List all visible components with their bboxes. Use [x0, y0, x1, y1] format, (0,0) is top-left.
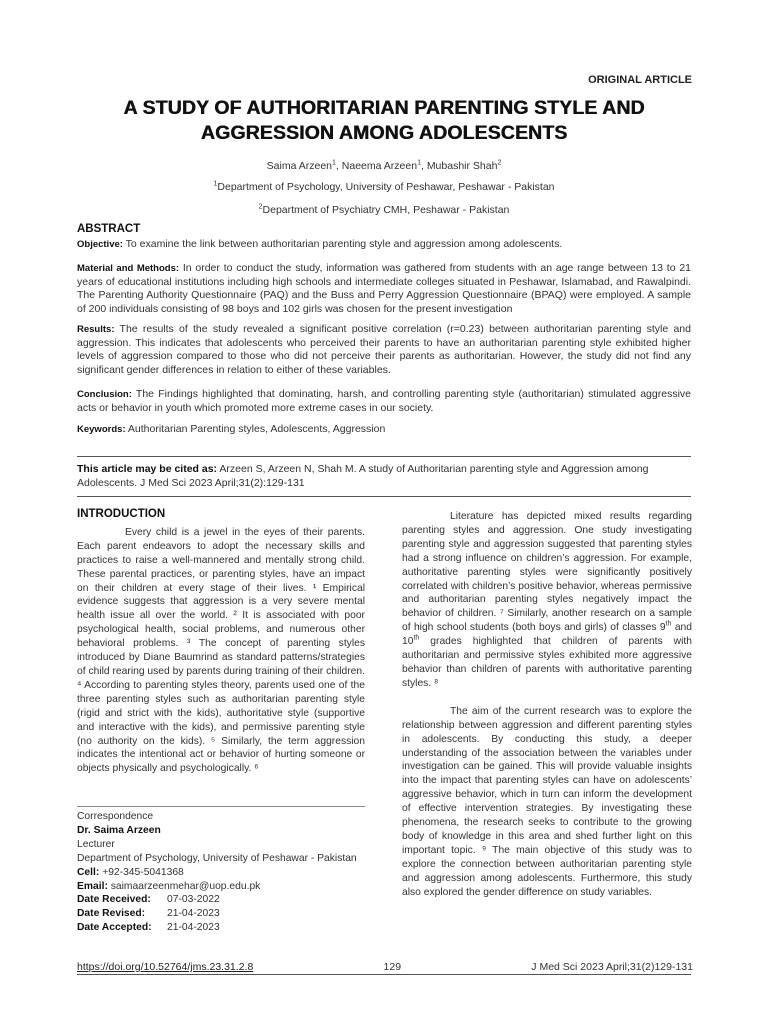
author-list [0, 160, 768, 172]
affiliation-2 [0, 204, 768, 216]
title-line-1: A STUDY OF AUTHORITARIAN PARENTING STYLE AND [123, 97, 645, 119]
doi-link[interactable]: https://doi.org/10.52764/jms.23.31.2.8 [77, 961, 254, 973]
correspondence-position: Lecturer [77, 838, 115, 850]
affiliation-text: Department of Psychology, University of Peshawar, Peshawar - Pakistan [217, 181, 555, 193]
results-label: Results: [77, 324, 115, 335]
citation-box [77, 462, 691, 490]
correspondence-cell [77, 866, 365, 880]
date-row [77, 921, 365, 935]
text-run: and 10 [402, 622, 692, 648]
abstract-heading: ABSTRACT [77, 223, 141, 235]
article-title [60, 96, 708, 146]
citation-bottom-rule [77, 496, 691, 497]
author-sup: 2 [497, 159, 502, 167]
page-footer [77, 961, 693, 973]
objective-text: To examine the link between authoritarian parenting style and aggression among adolescents. [122, 238, 563, 250]
keywords-label: Keywords: [77, 424, 126, 435]
objective-label: Objective: [77, 239, 123, 250]
affiliation-text: Department of Psychiatry CMH, Peshawar - Pakistan [262, 204, 510, 216]
cell-value: +92-345-5041368 [99, 866, 184, 878]
results-text: The results of the study revealed a significant positive correlation (r=0.23) between authoritarian parenting style and aggression. This indicates that adolescents who perceived their parents to have an authoritarian parenting style exhibited higher levels of aggression compared to those who did not perceive their parents as authoritarian. However, the study did not find any significant gender differences in relation to either of these variables. [77, 323, 691, 376]
author-sep: , [335, 160, 342, 172]
correspondence-block [77, 810, 365, 935]
journal-reference: J Med Sci 2023 April;31(2)129-131 [531, 961, 693, 973]
abstract-methods [77, 262, 691, 316]
correspondence-rule [77, 806, 365, 807]
author-sup: 1 [332, 159, 336, 167]
author-name: Saima Arzeen [266, 160, 333, 172]
citation-text: Arzeen S, Arzeen N, Shah M. A study of Authoritarian parenting style and Aggression among Adolescents. J Med Sci 2023 April;31(2):129-131 [77, 463, 649, 489]
citation-top-rule [77, 456, 691, 457]
correspondence-dept: Department of Psychology, University of Peshawar - Pakistan [77, 852, 357, 864]
email-label: Email: [77, 880, 108, 892]
citation-label: This article may be cited as: [77, 463, 218, 475]
footer-rule [77, 974, 691, 975]
intro-right-column [402, 510, 692, 899]
affiliation-sup: 1 [213, 180, 218, 188]
date-value: 07-03-2022 [167, 894, 220, 906]
article-type-label: ORIGINAL ARTICLE [588, 74, 692, 86]
cell-label: Cell: [77, 866, 100, 878]
abstract-results [77, 323, 691, 377]
conclusion-label: Conclusion: [77, 389, 132, 400]
date-list [77, 893, 365, 935]
date-label: Date Revised: [77, 908, 146, 920]
abstract-objective [77, 238, 691, 252]
methods-label: Material and Methods: [77, 263, 180, 274]
introduction-heading: INTRODUCTION [77, 508, 166, 520]
superscript: th [665, 620, 672, 628]
title-line-2: AGGRESSION AMONG ADOLESCENTS [200, 122, 568, 144]
date-label: Date Received: [77, 894, 151, 906]
date-row [77, 893, 365, 907]
affiliation-1 [0, 181, 768, 193]
date-value: 21-04-2023 [167, 922, 220, 934]
intro-left-column [77, 508, 365, 776]
text-run: grades highlighted that children of parents with authoritarian and permissive styles exhibited more aggressive behavior than children of parents with authoritative parenting styles. ⁸ [402, 636, 692, 689]
page-number: 129 [383, 961, 402, 973]
author-sep: , [420, 160, 427, 172]
correspondence-email [77, 880, 365, 894]
email-value: saimaarzeenmehar@uop.edu.pk [107, 880, 261, 892]
correspondence-name: Dr. Saima Arzeen [77, 824, 161, 836]
abstract-keywords [77, 423, 691, 437]
author-name: Mubashir Shah [426, 160, 498, 172]
author-name: Naeema Arzeen [341, 160, 418, 172]
date-label: Date Accepted: [77, 922, 152, 934]
affiliation-sup: 2 [258, 203, 263, 211]
author-sup: 1 [417, 159, 421, 167]
methods-text: In order to conduct the study, information was gathered from students with an age range between 13 to 21 years of educational institutions including high schools and intermediate colleges situated in Peshawar, Islamabad, and Rawalpindi. The Parenting Authority Questionnaire (PAQ) and the Buss and Perry Aggression Questionnaire (BPAQ) were employed. A sample of 200 individuals consisting of 98 boys and 102 girls was chosen for the present investigation [77, 262, 691, 315]
abstract-conclusion [77, 388, 691, 415]
date-row [77, 907, 365, 921]
intro-paragraph: The aim of the current research was to explore the relationship between aggression and different parenting styles in adolescents. By conducting this study, a deeper understanding of the association between the variables under investigation can be gained. This will provide valuable insights into the impact that parenting styles can have on adolescents’ aggressive behavior, which in turn can inform the development of effective intervention strategies. By investigating these phenomena, the research seeks to contribute to the growing body of knowledge in this area and shed further light on this important topic. ⁹ The main objective of this study was to explore the connection between authoritarian parenting style and aggression among adolescents. Furthermore, this study also explored the gender difference on study variables. [402, 705, 692, 898]
date-value: 21-04-2023 [167, 908, 220, 920]
conclusion-text: The Findings highlighted that dominating, harsh, and controlling parenting style (authoritarian) stimulated aggressive acts or behavior in youth which promoted more extreme cases in our society. [77, 388, 691, 414]
superscript: th [413, 634, 420, 642]
intro-paragraph [402, 510, 692, 691]
intro-paragraph: Every child is a jewel in the eyes of their parents. Each parent endeavors to adopt the necessary skills and practices to raise a well-mannered and mentally strong child. These parental practices, or parenting styles, have an impact on their children at every stage of their lives. ¹ Empirical evidence suggests that aggression is a very severe mental health issue all over the world. ² It is associated with poor psychological health, social problems, and numerous other behavioral problems. ³ The concept of parenting styles introduced by Diane Baumrind as standard patterns/strategies of child rearing used by parents during training of their children. ⁴ According to parenting styles theory, parents used one of the three parenting styles such as authoritarian parenting style (rigid and strict with the kids), authoritative style (supportive and interactive with the kids), and permissive parenting style (no authority on the kids). ⁵ Similarly, the term aggression indicates the intentional act or behavior of hurting someone or objects physically and psychologically. ⁶ [77, 526, 365, 775]
correspondence-heading: Correspondence [77, 811, 154, 822]
text-run: Literature has depicted mixed results regarding parenting styles and aggression. One study investigating parenting style and aggression suggested that parenting styles had a strong influence on children’s aggression. For example, authoritative parenting styles were significantly positively correlated with children’s positive behavior, whereas permissive and authoritarian parenting styles negatively impact the behavior of children. ⁷ Similarly, another research on a sample of high school students (both boys and girls) of classes 9 [402, 511, 692, 634]
keywords-text: Authoritarian Parenting styles, Adolescents, Aggression [125, 423, 386, 435]
